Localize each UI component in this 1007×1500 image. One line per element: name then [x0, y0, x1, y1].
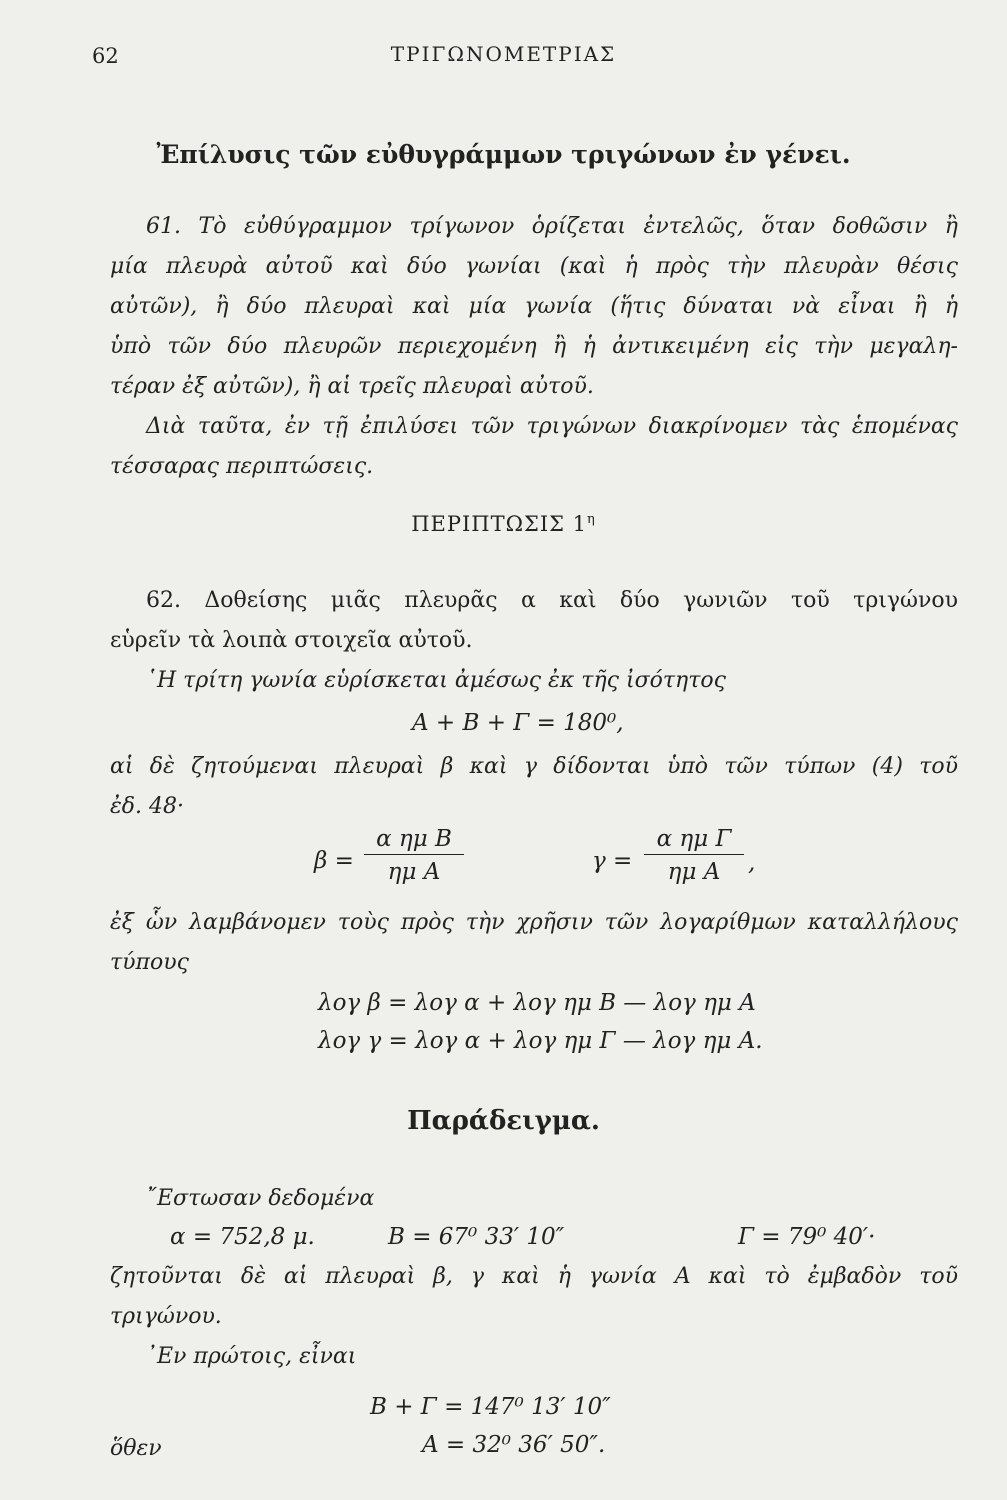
section-title: Ἐπίλυσις τῶν εὐθυγράμμων τριγώνων ἐν γένει.	[156, 140, 851, 169]
gamma-fraction	[644, 826, 744, 885]
para62-line4: αἱ δὲ ζητούμεναι πλευραὶ β καὶ γ δίδονται ὑπὸ τῶν τύπων (4) τοῦ	[110, 754, 958, 779]
para61-line2: μία πλευρὰ αὐτοῦ καὶ δύο γωνίαι (καὶ ἡ πρὸς τὴν πλευρὰν θέσις	[110, 254, 958, 279]
case-heading-text: ΠΕΡΙΠΤΩΣΙΣ 1	[411, 512, 588, 536]
beta-lhs: β =	[314, 848, 354, 874]
running-title: ΤΡΙΓΩΝΟΜΕΤΡΙΑΣ	[390, 42, 617, 66]
para61-line1: 61. Τὸ εὐθύγραμμον τρίγωνον ὁρίζεται ἐντελῶς, ὅταν δοθῶσιν ἢ	[146, 214, 958, 239]
given-angle-G: Γ = 79⁰ 40′·	[738, 1224, 876, 1250]
gamma-comma: ,	[748, 850, 756, 876]
hence-label: ὅθεν	[110, 1436, 162, 1461]
para-log-line1: ἐξ ὧν λαμβάνομεν τοὺς πρὸς τὴν χρῆσιν τῶν λογαρίθμων καταλλήλους	[110, 910, 958, 935]
angle-A-equation: A = 32⁰ 36′ 50″.	[422, 1432, 606, 1458]
beta-fraction	[364, 826, 464, 885]
example-sought-line2: τριγώνου.	[110, 1304, 222, 1329]
gamma-lhs: γ =	[592, 848, 633, 874]
log-beta-equation: λογ β = λογ α + λογ ημ B — λογ ημ A	[318, 990, 756, 1016]
para61-line4: ὑπὸ τῶν δύο πλευρῶν περιεχομένη ἢ ἡ ἀντικειμένη εἰς τὴν μεγαλη-	[110, 334, 958, 359]
page-number: 62	[92, 44, 119, 68]
beta-numerator: α ημ B	[364, 826, 464, 855]
para61-line6: Διὰ ταῦτα, ἐν τῇ ἐπιλύσει τῶν τριγώνων διακρίνομεν τὰς ἑπομένας	[146, 414, 958, 439]
example-title: Παράδειγμα.	[407, 1106, 600, 1136]
para62-line5: ἐδ. 48·	[110, 794, 185, 819]
gamma-numerator: α ημ Γ	[644, 826, 744, 855]
para62-line2: εὑρεῖν τὰ λοιπὰ στοιχεῖα αὐτοῦ.	[110, 628, 473, 653]
para61-line7: τέσσαρας περιπτώσεις.	[110, 454, 374, 479]
example-first-line: ᾿Εν πρώτοις, εἶναι	[146, 1344, 357, 1369]
beta-denominator: ημ A	[387, 859, 441, 885]
angle-sum-equation: A + B + Γ = 180⁰,	[412, 710, 624, 736]
example-given-label: ῎Εστωσαν δεδομένα	[146, 1186, 375, 1211]
para61-line3: αὐτῶν), ἢ δύο πλευραὶ καὶ μία γωνία (ἥτις δύναται νὰ εἶναι ἢ ἡ	[110, 294, 958, 319]
para62-line1: 62. Δοθείσης μιᾶς πλευρᾶς α καὶ δύο γωνιῶν τοῦ τριγώνου	[146, 588, 958, 613]
gamma-denominator: ημ A	[667, 859, 721, 885]
example-sought-line1: ζητοῦνται δὲ αἱ πλευραὶ β, γ καὶ ἡ γωνία A καὶ τὸ ἐμβαδὸν τοῦ	[110, 1264, 958, 1289]
given-side-a: α = 752,8 μ.	[170, 1224, 315, 1250]
sum-BG-equation: B + Γ = 147⁰ 13′ 10″	[370, 1394, 611, 1420]
case-heading-sup: η	[587, 512, 596, 527]
given-angle-B: B = 67⁰ 33′ 10″	[388, 1224, 565, 1250]
log-gamma-equation: λογ γ = λογ α + λογ ημ Γ — λογ ημ A.	[318, 1028, 763, 1054]
para62-line3: ῾Η τρίτη γωνία εὑρίσκεται ἀμέσως ἐκ τῆς ἰσότητος	[146, 668, 726, 693]
case-heading	[0, 512, 1007, 536]
para-log-line2: τύπους	[110, 950, 189, 975]
para61-line5: τέραν ἐξ αὐτῶν), ἢ αἱ τρεῖς πλευραὶ αὐτοῦ.	[110, 374, 594, 399]
